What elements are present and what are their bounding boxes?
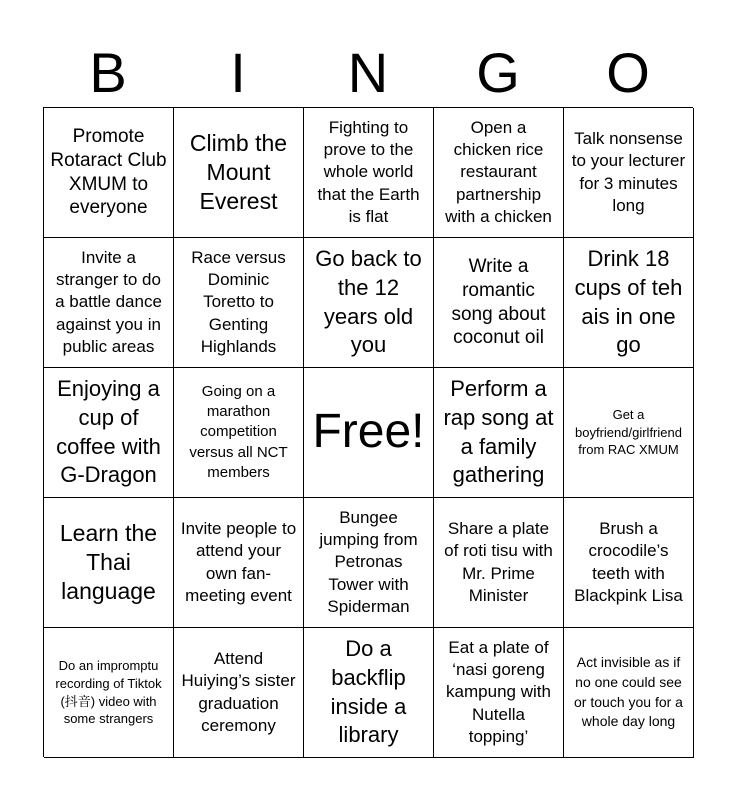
cell-text: Do a backflip inside a library bbox=[330, 636, 407, 748]
cell-text: Go back to the 12 years old you bbox=[315, 246, 422, 358]
cell-text: Attend Huiying’s sister graduation ceremony bbox=[181, 649, 296, 735]
header-letter-i: I bbox=[230, 41, 246, 104]
cell-text: Drink 18 cups of teh ais in one go bbox=[574, 246, 683, 358]
cell-text: Get a boyfriend/girlfriend from RAC XMUM bbox=[575, 407, 682, 458]
cell-text: Promote Rotaract Club XMUM to everyone bbox=[50, 126, 167, 219]
bingo-cell[interactable] bbox=[44, 108, 174, 238]
bingo-cell[interactable] bbox=[434, 628, 564, 758]
cell-text: Race versus Dominic Toretto to Genting Highlands bbox=[191, 248, 286, 356]
free-cell[interactable] bbox=[304, 368, 434, 498]
cell-text: Brush a crocodile’s teeth with Blackpink Lisa bbox=[574, 519, 683, 605]
bingo-cell[interactable] bbox=[434, 238, 564, 368]
bingo-grid bbox=[43, 107, 693, 757]
bingo-cell[interactable] bbox=[304, 498, 434, 628]
header-letter-n: N bbox=[347, 41, 389, 104]
cell-text: Talk nonsense to your lecturer for 3 minutes long bbox=[571, 129, 686, 215]
bingo-cell[interactable] bbox=[174, 628, 304, 758]
bingo-cell[interactable] bbox=[304, 628, 434, 758]
cell-text: Write a romantic song about coconut oil bbox=[451, 256, 546, 349]
bingo-cell[interactable] bbox=[304, 108, 434, 238]
cell-text: Invite people to attend your own fan-meeting event bbox=[180, 519, 297, 605]
free-text: Free! bbox=[312, 405, 425, 459]
header-letter-b: B bbox=[89, 41, 127, 104]
cell-text: Bungee jumping from Petronas Tower with Spiderman bbox=[319, 508, 418, 616]
header-letter-o: O bbox=[606, 41, 650, 104]
bingo-cell[interactable] bbox=[564, 238, 694, 368]
bingo-cell[interactable] bbox=[44, 368, 174, 498]
bingo-cell[interactable] bbox=[434, 498, 564, 628]
cell-text: Enjoying a cup of coffee with G-Dragon bbox=[56, 376, 161, 488]
bingo-cell[interactable] bbox=[44, 238, 174, 368]
bingo-header bbox=[43, 40, 693, 106]
bingo-cell[interactable] bbox=[564, 368, 694, 498]
bingo-cell[interactable] bbox=[564, 108, 694, 238]
cell-text: Do an impromptu recording of Tiktok (抖音) video with some strangers bbox=[55, 658, 162, 727]
bingo-cell[interactable] bbox=[564, 628, 694, 758]
cell-text: Going on a marathon competition versus all NCT members bbox=[189, 382, 288, 481]
cell-text: Perform a rap song at a family gathering bbox=[443, 376, 554, 488]
bingo-cell[interactable] bbox=[304, 238, 434, 368]
cell-text: Share a plate of roti tisu with Mr. Prime Minister bbox=[444, 519, 553, 605]
bingo-cell[interactable] bbox=[434, 108, 564, 238]
cell-text: Eat a plate of ‘nasi goreng kampung with Nutella topping’ bbox=[446, 638, 551, 746]
bingo-cell[interactable] bbox=[174, 498, 304, 628]
cell-text: Learn the Thai language bbox=[59, 520, 158, 604]
cell-text: Act invisible as if no one could see or touch you for a whole day long bbox=[574, 654, 683, 730]
bingo-cell[interactable] bbox=[174, 368, 304, 498]
cell-text: Open a chicken rice restaurant partnership with a chicken bbox=[445, 118, 552, 226]
bingo-cell[interactable] bbox=[174, 108, 304, 238]
bingo-cell[interactable] bbox=[44, 498, 174, 628]
bingo-cell[interactable] bbox=[434, 368, 564, 498]
cell-text: Climb the Mount Everest bbox=[189, 130, 288, 214]
bingo-cell[interactable] bbox=[44, 628, 174, 758]
bingo-cell[interactable] bbox=[564, 498, 694, 628]
bingo-cell[interactable] bbox=[174, 238, 304, 368]
header-letter-g: G bbox=[476, 41, 520, 104]
cell-text: Fighting to prove to the whole world that the Earth is flat bbox=[317, 118, 420, 226]
cell-text: Invite a stranger to do a battle dance against you in public areas bbox=[55, 248, 162, 356]
